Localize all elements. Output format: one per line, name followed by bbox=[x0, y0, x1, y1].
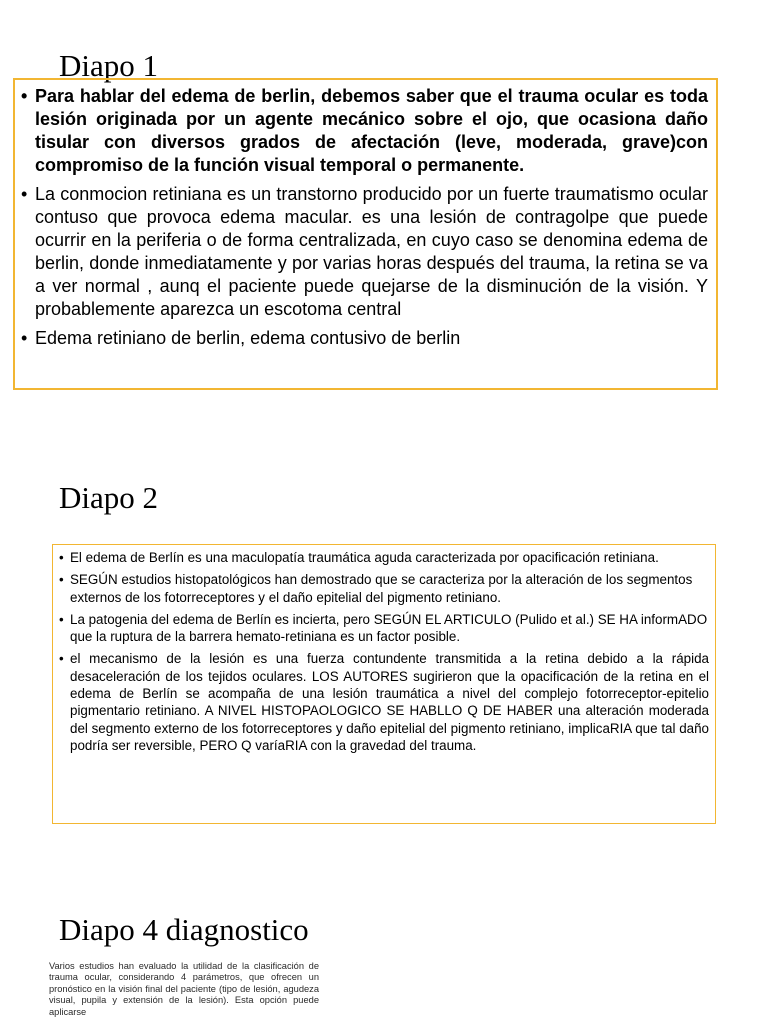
slide-2-bullet-2: • SEGÚN estudios histopatológicos han demostrado que se caracteriza por la alteración de los segmentos externos de los fotorreceptores y el daño epitelial del pigmento retiniano. bbox=[59, 571, 709, 606]
slide-1-bullet-3: • Edema retiniano de berlin, edema contusivo de berlin bbox=[21, 327, 708, 350]
slide-1-bullet-list bbox=[21, 85, 708, 350]
slide-2-bullet-4: • el mecanismo de la lesión es una fuerza contundente transmitida a la retina debido a la rápida desaceleración de los tejidos oculares. LOS AUTORES sugirieron que la opacificación de la retina en el edema de Berlín se acompaña de una lesión traumática a nivel del complejo fotorreceptor-epitelio pigmentario retiniano. A NIVEL HISTOPAOLOGICO SE HABLLO Q DE HABER una alteración moderada del segmento externo de los fotorreceptores y daño epitelial del pigmento retiniano, implicaRIA que tal daño podría ser reversible, PERO Q varíaRIA con la gravedad del trauma. bbox=[59, 650, 709, 754]
slide-1-content-box bbox=[13, 78, 718, 390]
slide-1-title: Diapo 1 bbox=[59, 48, 159, 83]
slide-2-bullet-3: • La patogenia del edema de Berlín es incierta, pero SEGÚN EL ARTICULO (Pulido et al.) SE HA informADO que la ruptura de la barrera hemato-retiniana es un factor posible. bbox=[59, 611, 709, 646]
slide-2-bullet-1: • El edema de Berlín es una maculopatía traumática aguda caracterizada por opacificación retiniana. bbox=[59, 549, 709, 566]
slide-1-bullet-2: • La conmocion retiniana es un transtorno producido por un fuerte traumatismo ocular contuso que provoca edema macular. es una lesión de contragolpe que puede ocurrir en la periferia o de forma centralizada, en cuyo caso se denomina edema de berlin, donde inmediatamente y por varias horas después del trauma, la retina se va a ver normal , aunq el paciente puede quejarse de la disminución de la visión. Y probablemente aparezca un escotoma central bbox=[21, 183, 708, 321]
slide-1-bullet-1: • Para hablar del edema de berlin, debemos saber que el trauma ocular es toda lesión originada por un agente mecánico sobre el ojo, que ocasiona daño tisular con diversos grados de afectación (leve, moderada, grave)con compromiso de la función visual temporal o permanente. bbox=[21, 85, 708, 177]
slide-2-bullet-list bbox=[59, 549, 709, 754]
slide-2-content-box bbox=[52, 544, 716, 824]
slide-2-title: Diapo 2 bbox=[59, 480, 159, 515]
slide-4-title: Diapo 4 diagnostico bbox=[59, 912, 309, 947]
slide-4-text-snippet: Varios estudios han evaluado la utilidad de la clasificación de trauma ocular, considerando 4 parámetros, que ofrecen un pronóstico en la visión final del paciente (tipo de lesión, agudeza visual, pupila y extensión de la lesión). Esta opción puede aplicarse bbox=[49, 961, 319, 1017]
